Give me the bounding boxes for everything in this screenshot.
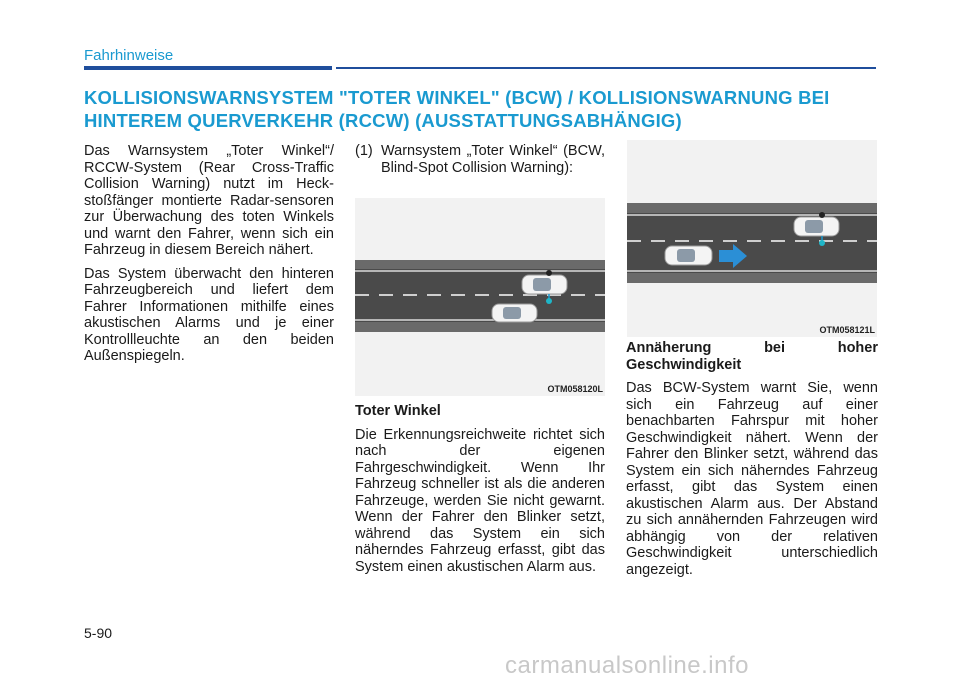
figure-blind-spot — [355, 198, 605, 396]
indicator-dot — [819, 212, 825, 218]
approaching-car — [665, 246, 712, 265]
monitoring-paragraph: Das System überwacht den hinteren Fahrzeugbereich und liefert dem Fahrer Informationen mithilfe eines akustischen Alarms und je einer Kontrollleuchte an den beiden Außenspiegeln. — [84, 265, 334, 364]
host-car — [522, 275, 567, 294]
page-number: 5-90 — [84, 625, 113, 641]
subheading-blind-spot: Toter Winkel — [355, 403, 441, 419]
sensor-dot — [819, 240, 825, 246]
column-2 — [355, 143, 605, 188]
column-3 — [626, 340, 878, 585]
sensor-dot — [546, 298, 552, 304]
figure-code: OTM058121L — [819, 325, 875, 335]
list-number: (1) — [355, 143, 373, 159]
section-label: Fahrhinweise — [84, 47, 174, 64]
intro-paragraph: Das Warnsystem „Toter Winkel“/ RCCW-System (Rear Cross-Traffic Collision Warning) nutzt im Heck-stoßfänger montierte Radar-sensoren zur Überwachung des toten Winkels und warnt den Fahrer, wenn sich ein Fahrzeug in diesem Bereich nähert. — [84, 143, 334, 258]
header-rule-thick — [84, 66, 332, 70]
high-speed-paragraph: Das BCW-System warnt Sie, wenn sich ein Fahrzeug auf einer benachbarten Fahrspur mit hoher Geschwindigkeit nähert. Wenn der Fahrer den Blinker setzt, während das System ein sich näherndes Fahrzeug erfasst, gibt das System einen akustischen Alarm aus. Der Abstand zu sich annähernden Fahrzeugen wird abhängig von der relativen Geschwindigkeit unterschiedlich angezeigt. — [626, 380, 878, 578]
blind-spot-illustration — [355, 198, 605, 396]
host-car — [794, 217, 839, 236]
column-1 — [84, 143, 334, 372]
blind-spot-paragraph: Die Erkennungsreichweite richtet sich nach der eigenen Fahrgeschwindigkeit. Wenn Ihr Fahrzeug schneller ist als die anderen Fahrzeuge, werden Sie nicht gewarnt. Wenn der Fahrer den Blinker setzt, während das System ein sich näherndes Fahrzeug erfasst, gibt das System einen akustischen Alarm aus. — [355, 426, 605, 575]
header-rule-thin — [336, 67, 876, 69]
high-speed-illustration — [627, 140, 877, 337]
column-2-lower — [355, 403, 605, 582]
watermark: carmanualsonline.info — [505, 652, 749, 679]
approaching-car — [492, 304, 537, 322]
indicator-dot — [546, 270, 552, 276]
page-title: KOLLISIONSWARNSYSTEM "TOTER WINKEL" (BCW) / KOLLISIONSWARNUNG BEI HINTEREM QUERVERKEHR (RCCW) (AUSSTATTUNGSABHÄNGIG) — [84, 87, 830, 131]
subheading-high-speed: Annäherung bei hoher Geschwindigkeit — [626, 340, 878, 373]
figure-high-speed — [627, 140, 877, 337]
list-item-bcw — [355, 143, 605, 176]
list-text: Warnsystem „Toter Winkel“ (BCW, Blind-Spot Collision Warning): — [381, 143, 605, 176]
figure-code: OTM058120L — [547, 384, 603, 394]
